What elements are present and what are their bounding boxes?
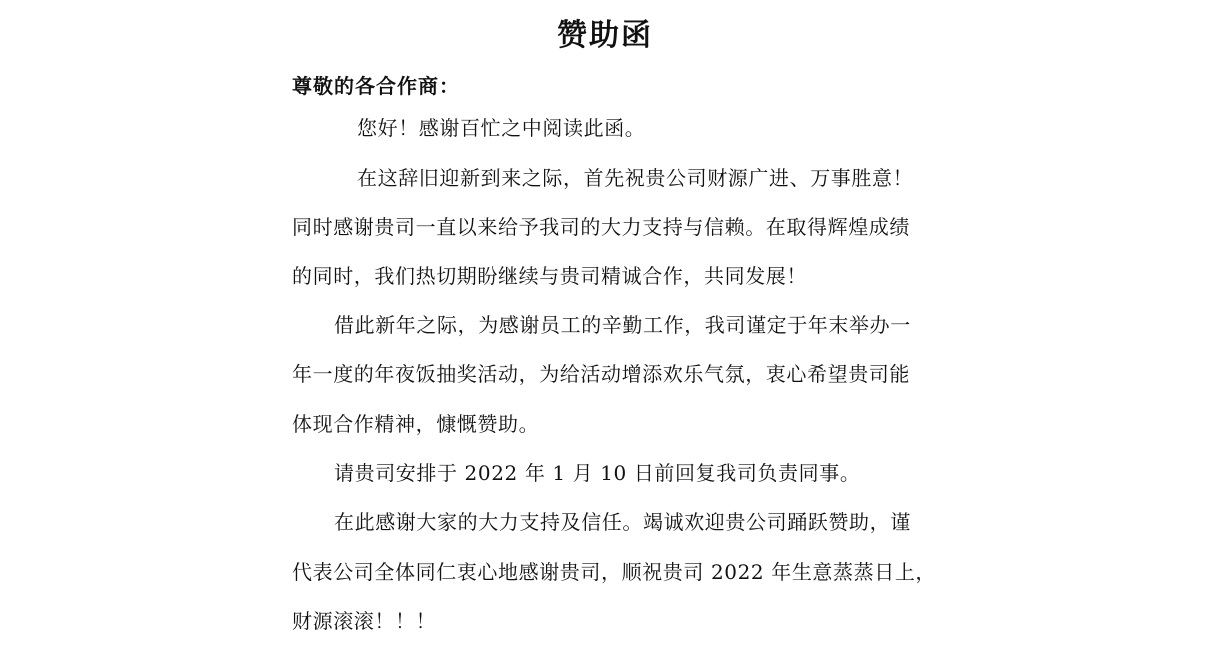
document-title: 赞助函 <box>557 18 653 53</box>
paragraph-line: 的同时，我们热切期盼继续与贵司精诚合作，共同发展！ <box>292 264 807 288</box>
paragraph-line: 您好！感谢百忙之中阅读此函。 <box>357 116 646 140</box>
paragraph-line: 体现合作精神，慷慨赞助。 <box>292 412 540 436</box>
paragraph-line: 在此感谢大家的大力支持及信任。竭诚欢迎贵公司踊跃赞助，谨 <box>334 510 911 534</box>
paragraph-line: 代表公司全体同仁衷心地感谢贵司，顺祝贵司 2022 年生意蒸蒸日上， <box>292 560 937 584</box>
paragraph-line: 借此新年之际，为感谢员工的辛勤工作，我司谨定于年末举办一 <box>334 313 911 337</box>
paragraph-line: 年一度的年夜饭抽奖活动，为给活动增添欢乐气氛，衷心希望贵司能 <box>292 362 910 386</box>
salutation: 尊敬的各合作商： <box>292 74 460 98</box>
paragraph-line: 请贵司安排于 2022 年 1 月 10 日前回复我司负责同事。 <box>334 461 861 485</box>
paragraph-line: 在这辞旧迎新到来之际，首先祝贵公司财源广进、万事胜意！ <box>357 166 914 190</box>
paragraph-line: 财源滚滚！！！ <box>292 609 437 633</box>
paragraph-line: 同时感谢贵司一直以来给予我司的大力支持与信赖。在取得辉煌成绩 <box>292 215 910 239</box>
